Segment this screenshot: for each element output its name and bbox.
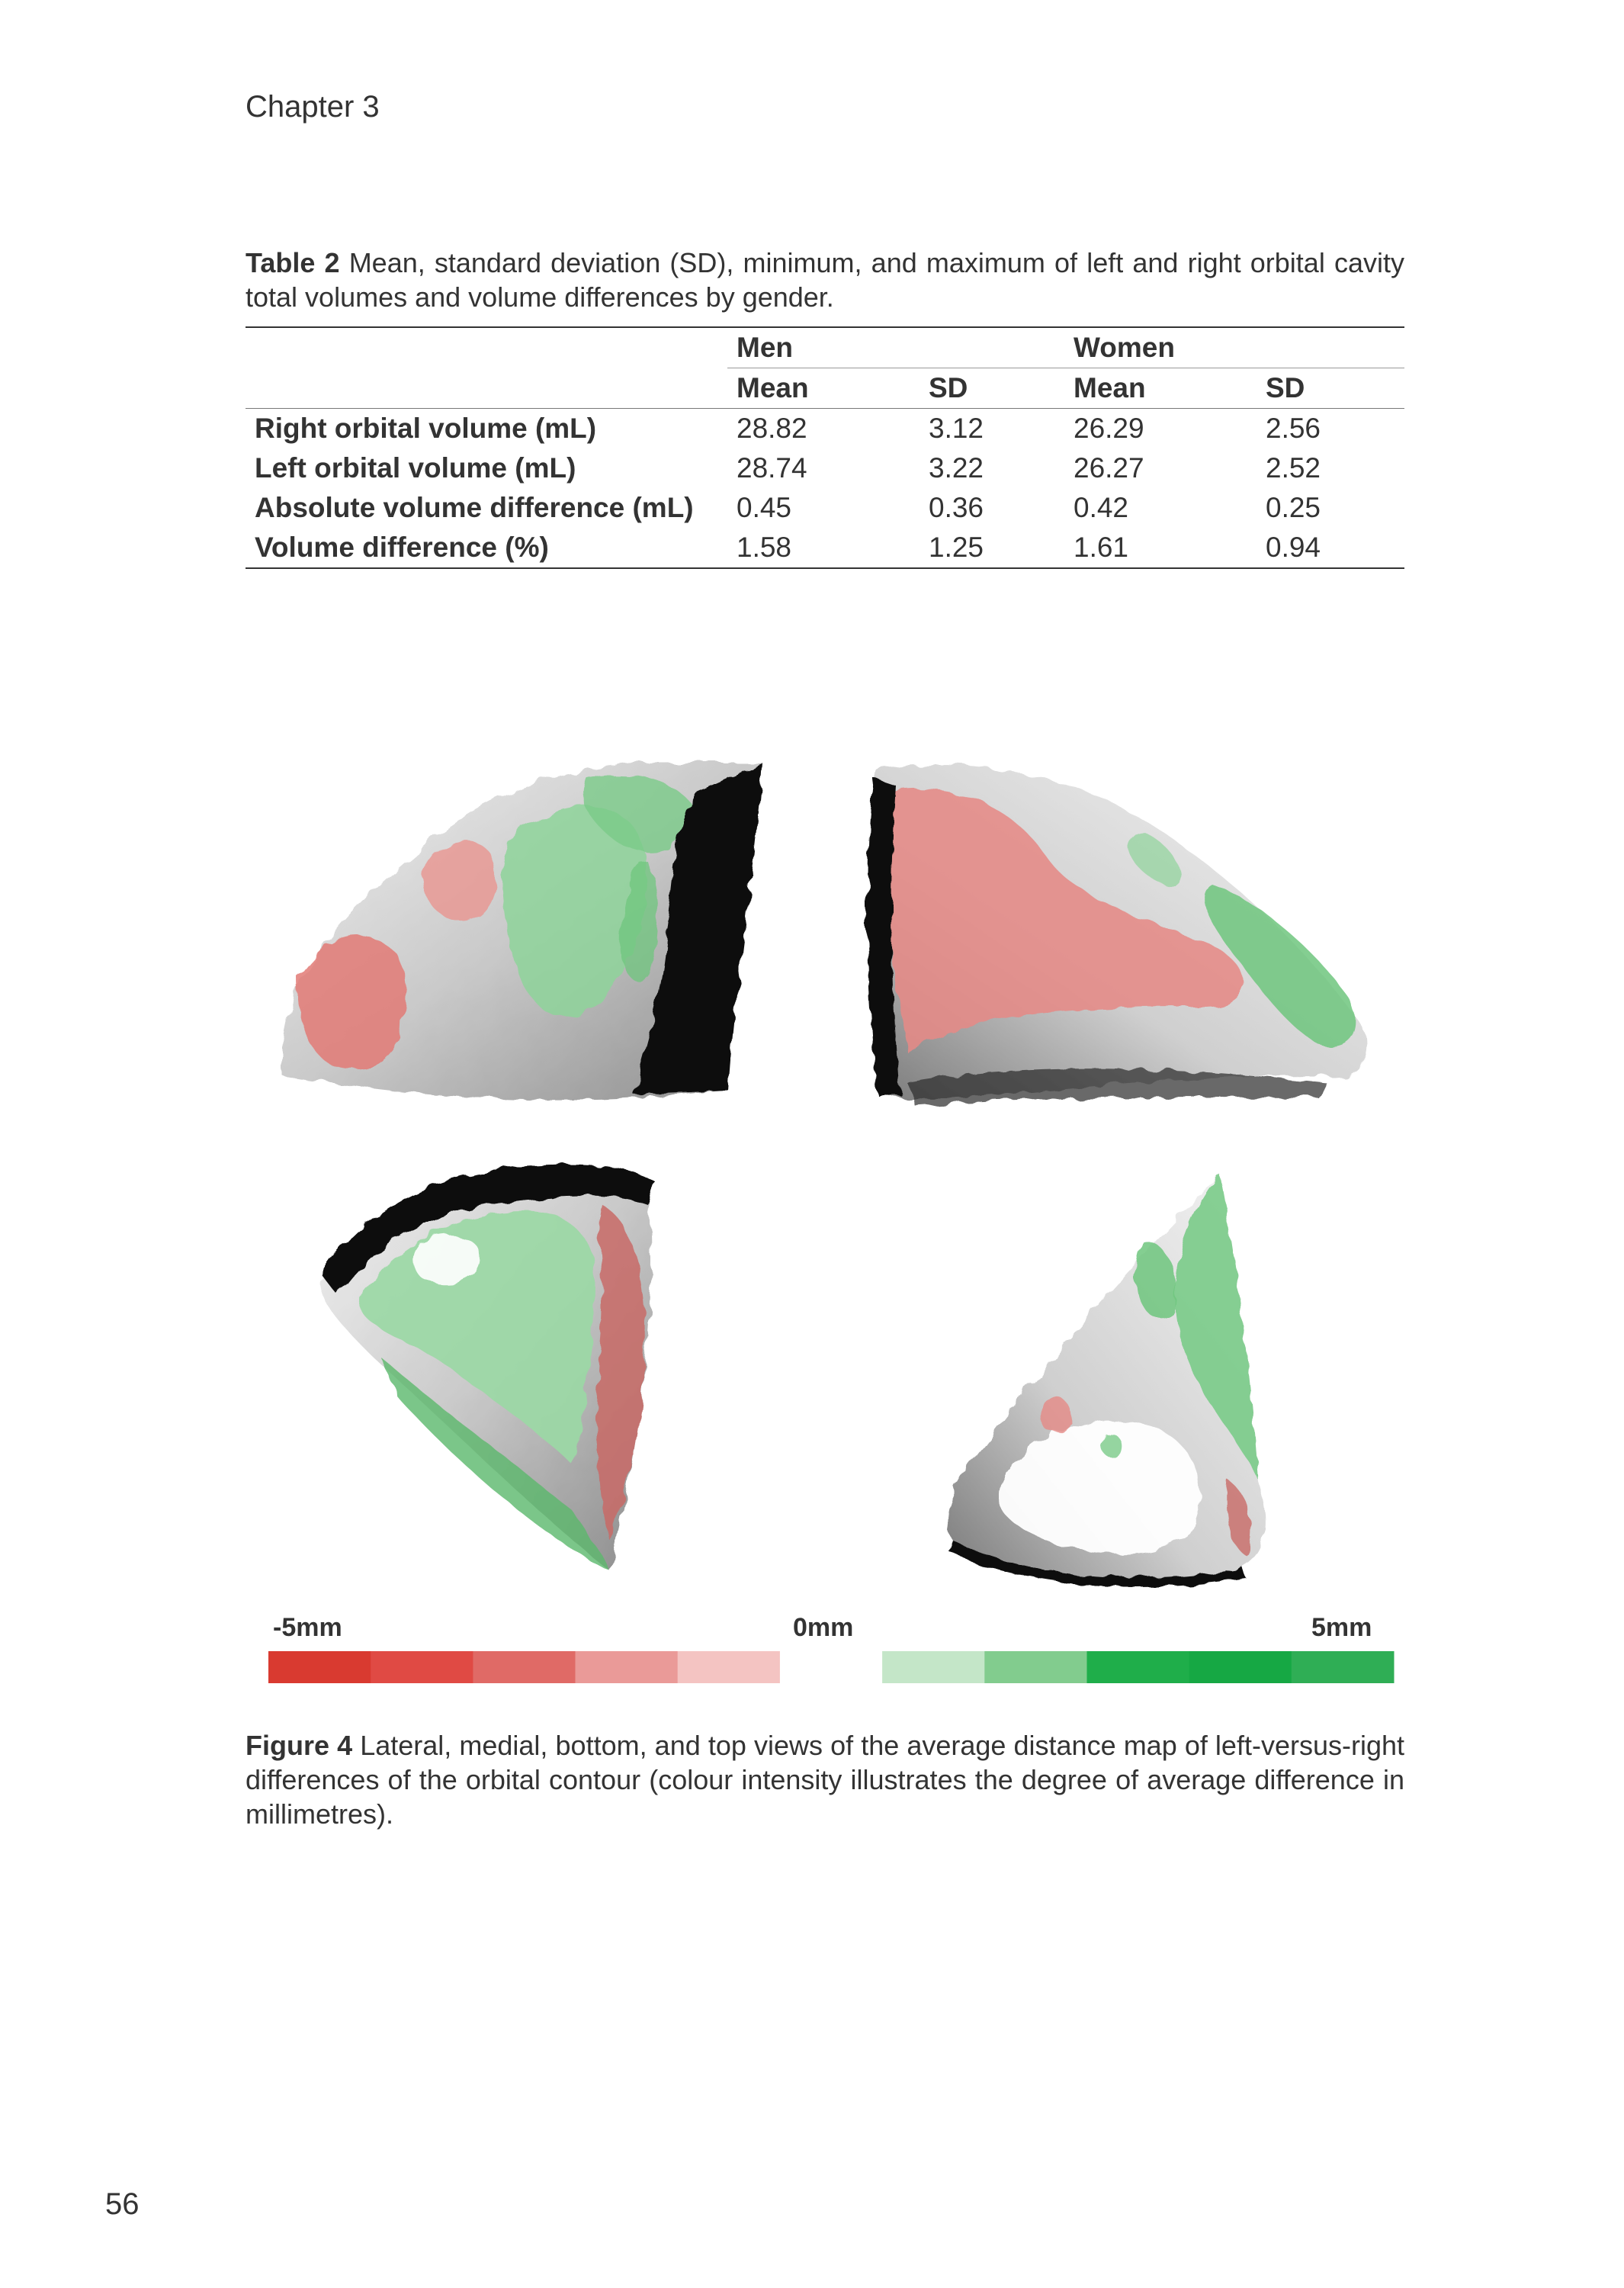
- cell-value: 28.74: [737, 452, 807, 484]
- figure-caption-label: Figure 4: [246, 1730, 353, 1761]
- scale-mid-label: 0mm: [793, 1613, 854, 1642]
- cell-value: 1.61: [1064, 528, 1257, 568]
- cell-value: 28.82: [737, 413, 807, 444]
- figure-caption: [246, 1728, 1404, 1831]
- row-label: Volume difference (%): [246, 528, 727, 568]
- top-view: [947, 1175, 1266, 1587]
- scale-segment: [780, 1651, 883, 1683]
- cell-value: 26.27: [1074, 452, 1144, 484]
- table-caption-label: Table 2: [246, 247, 340, 278]
- cell-value: 26.29: [1074, 413, 1144, 444]
- table-row: [246, 409, 1404, 449]
- table-caption: [246, 246, 1404, 314]
- cell-value: 3.12: [929, 413, 984, 444]
- orbital-volume-table: [246, 326, 1404, 569]
- cell-value: 3.22: [929, 452, 984, 484]
- distance-map-illustration: [267, 747, 1395, 1701]
- group-header-women: Women: [1064, 327, 1404, 368]
- medial-view: [867, 765, 1366, 1107]
- table-subheader-empty: [246, 368, 727, 409]
- subheader-women-sd: SD: [1257, 368, 1404, 409]
- page-number: 56: [105, 2187, 140, 2221]
- cell-value: 0.94: [1257, 528, 1404, 568]
- table-group-header-row: [246, 327, 1404, 368]
- cell-value: 0.36: [929, 492, 984, 523]
- scale-segment: [882, 1651, 985, 1683]
- cell-value: 2.56: [1266, 413, 1321, 444]
- scale-segment: [473, 1651, 576, 1683]
- table-row: [246, 528, 1404, 568]
- table-row: [246, 448, 1404, 488]
- table-caption-text: Mean, standard deviation (SD), minimum, and maximum of left and right orbital cavity total volumes and volume differences by gender.: [246, 247, 1404, 313]
- scale-segment: [1189, 1651, 1292, 1683]
- scale-segment: [576, 1651, 679, 1683]
- scale-segment: [1292, 1651, 1395, 1683]
- subheader-men-mean: Mean: [727, 368, 920, 409]
- cell-value: 1.25: [920, 528, 1064, 568]
- scale-segment: [678, 1651, 781, 1683]
- cell-value: 0.45: [737, 492, 792, 523]
- scale-segment: [1087, 1651, 1190, 1683]
- cell-value: 0.42: [1074, 492, 1129, 523]
- figure-caption-text: Lateral, medial, bottom, and top views of the average distance map of left-versus-right differences of the orbital contour (colour intensity illustrates the degree of average difference in millimetres).: [246, 1730, 1404, 1830]
- subheader-men-sd: SD: [920, 368, 1064, 409]
- row-label: Left orbital volume (mL): [255, 452, 576, 484]
- cell-value: 0.25: [1266, 492, 1321, 523]
- distance-map-figure: [267, 747, 1395, 1701]
- colour-scale: [268, 1651, 1395, 1683]
- scale-segment: [371, 1651, 473, 1683]
- group-header-men: Men: [727, 327, 1064, 368]
- scale-segment: [268, 1651, 371, 1683]
- lateral-view: [282, 763, 762, 1101]
- scale-min-label: -5mm: [273, 1613, 342, 1642]
- cell-value: 2.52: [1266, 452, 1321, 484]
- table-row: [246, 488, 1404, 528]
- cell-value: 1.58: [727, 528, 920, 568]
- chapter-header: Chapter 3: [246, 90, 380, 124]
- bottom-view: [320, 1165, 656, 1571]
- scale-max-label: 5mm: [1311, 1613, 1372, 1642]
- table-corner-cell: [246, 327, 727, 368]
- table-subheader-row: [246, 368, 1404, 409]
- scale-segment: [984, 1651, 1087, 1683]
- row-label: Absolute volume difference (mL): [255, 492, 694, 523]
- subheader-women-mean: Mean: [1064, 368, 1257, 409]
- row-label: Right orbital volume (mL): [255, 413, 597, 444]
